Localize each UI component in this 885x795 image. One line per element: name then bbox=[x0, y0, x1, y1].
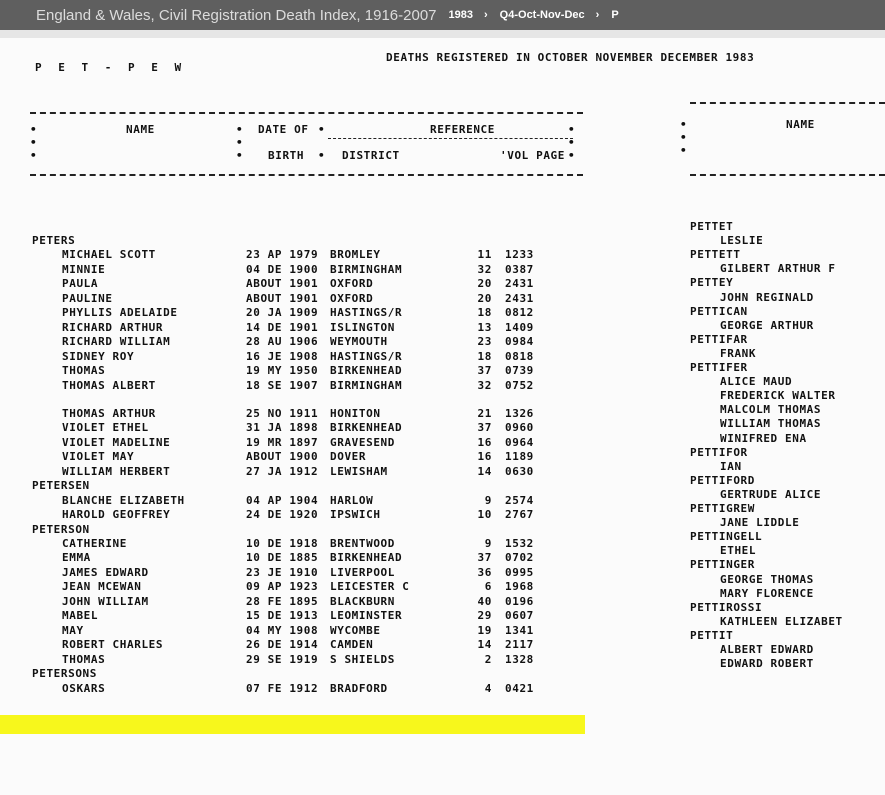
record-district: LIVERPOOL bbox=[330, 565, 396, 579]
record-forenames: PAULINE bbox=[62, 291, 113, 305]
record-birth-date: 23 JE 1910 bbox=[246, 565, 319, 579]
header-bullets: • • • bbox=[236, 123, 244, 162]
record-district: OXFORD bbox=[330, 277, 374, 291]
surname-heading: PETERS bbox=[32, 234, 76, 247]
record-forenames: JOHN REGINALD bbox=[720, 290, 814, 304]
collection-title-link[interactable]: England & Wales, Civil Registration Death Index, 1916-2007 bbox=[36, 6, 437, 24]
record-forenames: MINNIE bbox=[62, 262, 106, 276]
record-volume: 32 bbox=[477, 378, 492, 392]
scanned-index-page bbox=[0, 30, 885, 795]
surname-heading: PETERSONS bbox=[32, 667, 98, 681]
record-district: S SHIELDS bbox=[330, 652, 396, 666]
surname-heading: PETERSEN bbox=[32, 479, 90, 493]
record-forenames: PAULA bbox=[62, 277, 99, 291]
header-birth: BIRTH bbox=[268, 149, 305, 162]
record-birth-date: ABOUT 1901 bbox=[246, 277, 319, 291]
surname-heading: PETTEY bbox=[690, 276, 734, 290]
record-forenames: MABEL bbox=[62, 609, 99, 623]
record-forenames: ALICE MAUD bbox=[720, 375, 793, 389]
surname-heading: PETTIFER bbox=[690, 361, 748, 374]
record-forenames: LESLIE bbox=[720, 234, 764, 248]
record-forenames: IAN bbox=[720, 459, 742, 473]
record-volume: 16 bbox=[477, 450, 492, 464]
surname-heading: PETTETT bbox=[690, 248, 741, 262]
record-district: BIRKENHEAD bbox=[330, 421, 403, 435]
record-birth-date: 19 MY 1950 bbox=[246, 364, 319, 378]
record-volume: 14 bbox=[477, 464, 492, 478]
record-birth-date: ABOUT 1901 bbox=[246, 291, 319, 305]
record-birth-date: 04 DE 1900 bbox=[246, 262, 319, 276]
record-birth-date: 19 MR 1897 bbox=[246, 435, 319, 449]
surname-heading: PETTIFORD bbox=[690, 473, 756, 487]
record-page: 1968 bbox=[505, 580, 534, 594]
record-volume: 23 bbox=[477, 335, 492, 349]
record-birth-date: 25 NO 1911 bbox=[246, 406, 319, 420]
record-forenames: THOMAS ALBERT bbox=[62, 378, 156, 392]
page-heading: DEATHS REGISTERED IN OCTOBER NOVEMBER DECEMBER 1983 bbox=[386, 51, 755, 64]
record-page: 1233 bbox=[505, 248, 534, 262]
record-page: 0630 bbox=[505, 464, 534, 478]
surname-heading: PETTIFAR bbox=[690, 332, 748, 346]
record-volume: 19 bbox=[477, 623, 492, 637]
record-volume: 4 bbox=[484, 681, 492, 695]
record-forenames: JANE LIDDLE bbox=[720, 516, 800, 530]
header-name: NAME bbox=[126, 123, 155, 136]
record-district: BRENTWOOD bbox=[330, 537, 396, 550]
record-birth-date: 28 FE 1895 bbox=[246, 594, 319, 608]
record-forenames: MAY bbox=[62, 623, 84, 637]
record-forenames: GILBERT ARTHUR F bbox=[720, 262, 836, 276]
record-page: 1341 bbox=[505, 623, 534, 637]
record-birth-date: ABOUT 1900 bbox=[246, 450, 319, 464]
record-forenames: EDWARD ROBERT bbox=[720, 657, 814, 671]
header-rule-bottom bbox=[30, 174, 583, 176]
record-forenames: RICHARD ARTHUR bbox=[62, 320, 164, 334]
record-forenames: JOHN WILLIAM bbox=[62, 594, 149, 608]
record-birth-date: 15 DE 1913 bbox=[246, 609, 319, 623]
record-birth-date: 28 AU 1906 bbox=[246, 335, 319, 349]
highlighted-record-marker bbox=[0, 715, 585, 734]
record-birth-date: 14 DE 1901 bbox=[246, 320, 319, 334]
record-birth-date: 10 DE 1918 bbox=[246, 537, 319, 550]
record-page: 1409 bbox=[505, 320, 534, 334]
record-volume: 14 bbox=[477, 638, 492, 652]
record-forenames: KATHLEEN ELIZABET bbox=[720, 614, 843, 628]
chevron-right-icon: › bbox=[484, 9, 488, 21]
record-volume: 18 bbox=[477, 306, 492, 320]
surname-heading: PETERSON bbox=[32, 522, 90, 536]
record-forenames: MARY FLORENCE bbox=[720, 586, 814, 600]
record-forenames: GEORGE ARTHUR bbox=[720, 318, 814, 332]
record-district: HASTINGS/R bbox=[330, 306, 403, 320]
record-page: 0818 bbox=[505, 349, 534, 363]
record-district: BLACKBURN bbox=[330, 594, 396, 608]
record-forenames: MICHAEL SCOTT bbox=[62, 248, 156, 262]
record-district: LEWISHAM bbox=[330, 464, 388, 478]
record-forenames: WINIFRED ENA bbox=[720, 431, 807, 445]
surname-heading: PETTIFOR bbox=[690, 445, 748, 459]
record-district: DOVER bbox=[330, 450, 367, 464]
record-district: LEOMINSTER bbox=[330, 609, 403, 623]
record-district: OXFORD bbox=[330, 291, 374, 305]
record-forenames: CATHERINE bbox=[62, 537, 128, 550]
record-volume: 32 bbox=[477, 262, 492, 276]
record-forenames: WILLIAM THOMAS bbox=[720, 417, 822, 431]
record-birth-date: 09 AP 1923 bbox=[246, 580, 319, 594]
record-page: 0607 bbox=[505, 609, 534, 623]
record-district: BRADFORD bbox=[330, 681, 388, 695]
record-forenames: VIOLET ETHEL bbox=[62, 421, 149, 435]
record-page: 2117 bbox=[505, 638, 534, 652]
record-district: BIRKENHEAD bbox=[330, 551, 403, 565]
record-birth-date: 27 JA 1912 bbox=[246, 464, 319, 478]
record-volume: 36 bbox=[477, 565, 492, 579]
record-volume: 16 bbox=[477, 435, 492, 449]
record-forenames: BLANCHE ELIZABETH bbox=[62, 493, 185, 507]
record-page: 1532 bbox=[505, 537, 534, 550]
record-district: LEICESTER C bbox=[330, 580, 410, 594]
record-forenames: GEORGE THOMAS bbox=[720, 572, 814, 586]
record-forenames: THOMAS ARTHUR bbox=[62, 406, 156, 420]
record-forenames: MALCOLM THOMAS bbox=[720, 403, 822, 417]
header-rule-top bbox=[30, 112, 583, 114]
record-birth-date: 26 DE 1914 bbox=[246, 638, 319, 652]
record-district: WYCOMBE bbox=[330, 623, 381, 637]
record-forenames: HAROLD GEOFFREY bbox=[62, 508, 171, 522]
record-district: BIRMINGHAM bbox=[330, 378, 403, 392]
surname-heading: PETTET bbox=[690, 220, 734, 233]
record-forenames: PHYLLIS ADELAIDE bbox=[62, 306, 178, 320]
record-birth-date: 23 AP 1979 bbox=[246, 248, 319, 262]
record-district: HASTINGS/R bbox=[330, 349, 403, 363]
record-forenames: RICHARD WILLIAM bbox=[62, 335, 171, 349]
header-bullets: • • bbox=[318, 123, 326, 162]
record-forenames: WILLIAM HERBERT bbox=[62, 464, 171, 478]
record-page: 1326 bbox=[505, 406, 534, 420]
record-district: BIRMINGHAM bbox=[330, 262, 403, 276]
record-forenames: FREDERICK WALTER bbox=[720, 389, 836, 403]
record-volume: 20 bbox=[477, 291, 492, 305]
record-volume: 37 bbox=[477, 364, 492, 378]
record-forenames: EMMA bbox=[62, 551, 91, 565]
record-volume: 37 bbox=[477, 421, 492, 435]
record-forenames: SIDNEY ROY bbox=[62, 349, 135, 363]
record-forenames: VIOLET MAY bbox=[62, 450, 135, 464]
record-birth-date: 29 SE 1919 bbox=[246, 652, 319, 666]
record-forenames: ALBERT EDWARD bbox=[720, 643, 814, 656]
record-forenames: THOMAS bbox=[62, 364, 106, 378]
record-page: 2574 bbox=[505, 493, 534, 507]
record-birth-date: 04 MY 1908 bbox=[246, 623, 319, 637]
record-volume: 13 bbox=[477, 320, 492, 334]
breadcrumb-bar bbox=[0, 0, 885, 30]
record-district: IPSWICH bbox=[330, 508, 381, 522]
header-vol-page: 'VOL PAGE bbox=[500, 149, 566, 162]
record-volume: 9 bbox=[484, 493, 492, 507]
breadcrumb-quarter[interactable]: Q4-Oct-Nov-Dec bbox=[499, 9, 585, 21]
record-district: BROMLEY bbox=[330, 248, 381, 262]
record-page: 0960 bbox=[505, 421, 534, 435]
record-birth-date: 04 AP 1904 bbox=[246, 493, 319, 507]
page-range: P E T - P E W bbox=[35, 61, 187, 74]
record-birth-date: 07 FE 1912 bbox=[246, 681, 319, 695]
record-page: 1328 bbox=[505, 652, 534, 666]
header-reference: REFERENCE bbox=[430, 123, 496, 136]
record-volume: 20 bbox=[477, 277, 492, 291]
record-volume: 2 bbox=[484, 652, 492, 666]
record-district: GRAVESEND bbox=[330, 435, 396, 449]
record-volume: 9 bbox=[484, 537, 492, 550]
record-forenames: FRANK bbox=[720, 346, 757, 360]
record-page: 0702 bbox=[505, 551, 534, 565]
scan-edge-shadow bbox=[0, 30, 885, 38]
record-volume: 11 bbox=[477, 248, 492, 262]
record-forenames: OSKARS bbox=[62, 681, 106, 695]
record-birth-date: 20 JA 1909 bbox=[246, 306, 319, 320]
right-header-rule-top bbox=[690, 102, 885, 104]
surname-heading: PETTIROSSI bbox=[690, 600, 763, 614]
breadcrumb-letter[interactable]: P bbox=[611, 9, 619, 21]
header-rule-mid bbox=[328, 138, 573, 139]
record-page: 0984 bbox=[505, 335, 534, 349]
record-page: 0964 bbox=[505, 435, 534, 449]
record-volume: 6 bbox=[484, 580, 492, 594]
header-district: DISTRICT bbox=[342, 149, 400, 162]
record-forenames: ROBERT CHARLES bbox=[62, 638, 164, 652]
record-page: 2431 bbox=[505, 291, 534, 305]
record-forenames: JEAN MCEWAN bbox=[62, 580, 142, 594]
right-header-rule-bottom bbox=[690, 174, 885, 176]
record-volume: 29 bbox=[477, 609, 492, 623]
record-forenames: GERTRUDE ALICE bbox=[720, 487, 822, 501]
record-forenames: JAMES EDWARD bbox=[62, 565, 149, 579]
header-bullets: • • • bbox=[568, 123, 576, 162]
record-birth-date: 10 DE 1885 bbox=[246, 551, 319, 565]
record-forenames: ETHEL bbox=[720, 544, 757, 558]
right-header-name: NAME bbox=[786, 118, 815, 131]
breadcrumb-year[interactable]: 1983 bbox=[448, 9, 473, 21]
record-volume: 18 bbox=[477, 349, 492, 363]
record-district: BIRKENHEAD bbox=[330, 364, 403, 378]
record-page: 0812 bbox=[505, 306, 534, 320]
record-volume: 10 bbox=[477, 508, 492, 522]
record-district: HARLOW bbox=[330, 493, 374, 507]
surname-heading: PETTINGELL bbox=[690, 530, 763, 544]
record-page: 1189 bbox=[505, 450, 534, 464]
record-birth-date: 16 JE 1908 bbox=[246, 349, 319, 363]
header-bullets: • • • bbox=[680, 118, 688, 157]
surname-heading: PETTIT bbox=[690, 628, 734, 642]
record-volume: 40 bbox=[477, 594, 492, 608]
record-forenames: VIOLET MADELINE bbox=[62, 435, 171, 449]
record-birth-date: 31 JA 1898 bbox=[246, 421, 319, 435]
record-page: 0421 bbox=[505, 681, 534, 695]
record-page: 0739 bbox=[505, 364, 534, 378]
record-page: 0387 bbox=[505, 262, 534, 276]
record-district: ISLINGTON bbox=[330, 320, 396, 334]
record-page: 2431 bbox=[505, 277, 534, 291]
record-page: 2767 bbox=[505, 508, 534, 522]
surname-heading: PETTICAN bbox=[690, 304, 748, 318]
record-district: CAMDEN bbox=[330, 638, 374, 652]
surname-heading: PETTIGREW bbox=[690, 502, 756, 515]
record-page: 0995 bbox=[505, 565, 534, 579]
record-page: 0196 bbox=[505, 594, 534, 608]
record-volume: 21 bbox=[477, 406, 492, 420]
record-volume: 37 bbox=[477, 551, 492, 565]
surname-heading: PETTINGER bbox=[690, 558, 756, 572]
record-birth-date: 24 DE 1920 bbox=[246, 508, 319, 522]
record-birth-date: 18 SE 1907 bbox=[246, 378, 319, 392]
header-bullets: • • • bbox=[30, 123, 38, 162]
record-page: 0752 bbox=[505, 378, 534, 392]
header-date-of: DATE OF bbox=[258, 123, 309, 136]
record-district: WEYMOUTH bbox=[330, 335, 388, 349]
record-district: HONITON bbox=[330, 406, 381, 420]
chevron-right-icon: › bbox=[595, 9, 600, 21]
record-forenames: THOMAS bbox=[62, 652, 106, 666]
